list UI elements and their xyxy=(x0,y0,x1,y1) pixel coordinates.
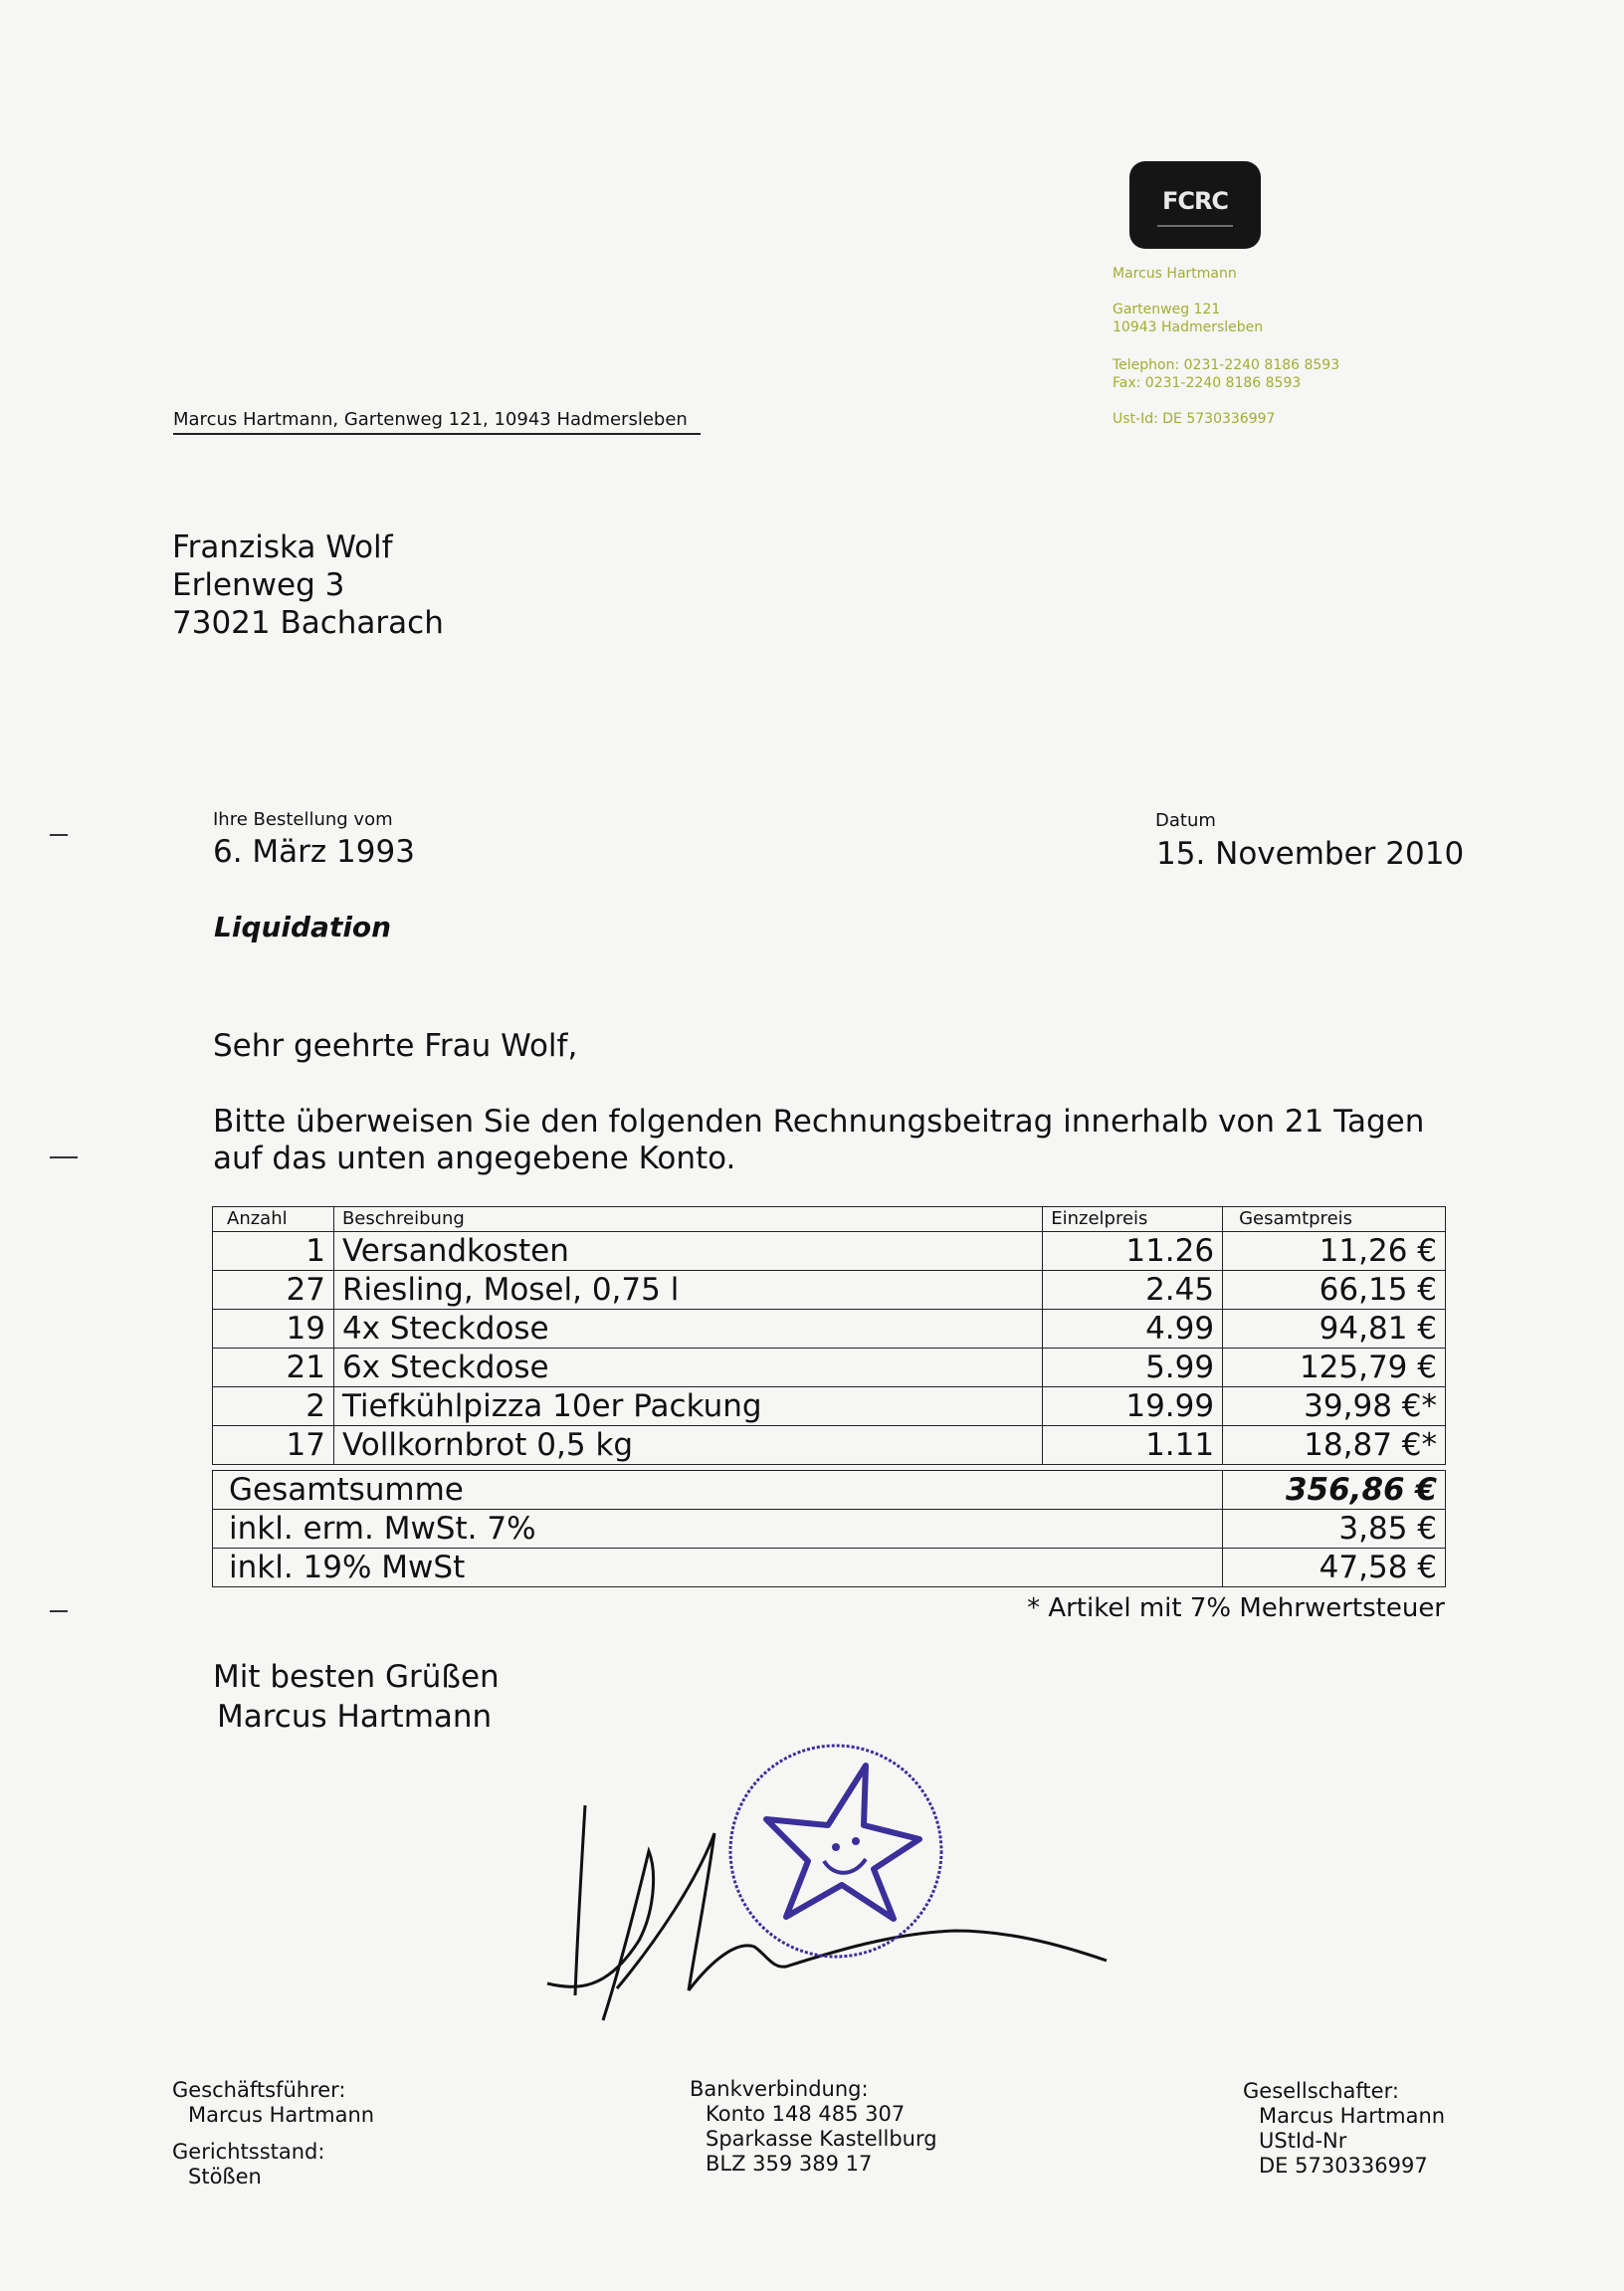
footer-right xyxy=(1243,2079,1445,2179)
body-line-1: Bitte überweisen Sie den folgenden Rechnungsbeitrag innerhalb von 21 Tagen xyxy=(213,1104,1425,1140)
recipient-name: Franziska Wolf xyxy=(172,529,393,565)
salutation: Sehr geehrte Frau Wolf, xyxy=(213,1028,578,1064)
fold-mark-2 xyxy=(50,1156,78,1158)
subject: Liquidation xyxy=(214,911,392,943)
row-qty: 19 xyxy=(213,1310,334,1349)
table-row xyxy=(213,1232,1446,1271)
footer-bank-name: Sparkasse Kastellburg xyxy=(706,2127,937,2151)
date-label: Datum xyxy=(1155,810,1216,831)
row-desc: 6x Steckdose xyxy=(333,1349,1042,1387)
row-unit: 4.99 xyxy=(1043,1310,1223,1349)
table-row xyxy=(213,1271,1446,1310)
row-desc: Vollkornbrot 0,5 kg xyxy=(333,1426,1042,1465)
body-line-2: auf das unten angegebene Konto. xyxy=(213,1141,736,1176)
footer-jurisdiction-label: Gerichtsstand: xyxy=(172,2140,325,2164)
row-unit: 1.11 xyxy=(1043,1426,1223,1465)
row-total: 94,81 € xyxy=(1223,1310,1446,1349)
footer-left xyxy=(172,2078,374,2189)
sender-vat: Ust-Id: DE 5730336997 xyxy=(1113,411,1276,427)
footer-partner-name: Marcus Hartmann xyxy=(1259,2104,1446,2128)
row-unit: 11.26 xyxy=(1043,1232,1223,1271)
footer-bank-blz: BLZ 359 389 17 xyxy=(706,2152,873,2176)
company-logo xyxy=(1129,161,1261,249)
recipient-city: 73021 Bacharach xyxy=(172,605,444,641)
row-unit: 5.99 xyxy=(1043,1349,1223,1387)
footer-partner-label: Gesellschafter: xyxy=(1243,2079,1399,2103)
row-total: 18,87 €* xyxy=(1223,1426,1446,1465)
header-total: Gesamtpreis xyxy=(1223,1207,1446,1232)
row-desc: Tiefkühlpizza 10er Packung xyxy=(333,1387,1042,1426)
vat19-label: inkl. 19% MwSt xyxy=(213,1549,1223,1587)
vat7-label: inkl. erm. MwSt. 7% xyxy=(213,1510,1223,1549)
row-desc: Versandkosten xyxy=(333,1232,1042,1271)
items-table xyxy=(212,1206,1446,1465)
logo-strip xyxy=(1157,225,1233,227)
row-total: 39,98 €* xyxy=(1223,1387,1446,1426)
closing-name: Marcus Hartmann xyxy=(217,1699,493,1735)
header-unit: Einzelpreis xyxy=(1043,1207,1223,1232)
row-qty: 21 xyxy=(213,1349,334,1387)
row-total: 66,15 € xyxy=(1223,1271,1446,1310)
footer-bank-account: Konto 148 485 307 xyxy=(706,2102,906,2126)
total-value: 356,86 € xyxy=(1223,1471,1446,1510)
closing-greeting: Mit besten Grüßen xyxy=(213,1659,500,1695)
footer-managing-director: Marcus Hartmann xyxy=(188,2103,375,2127)
summary-row-vat7 xyxy=(213,1510,1446,1549)
sender-phone: Telephon: 0231-2240 8186 8593 xyxy=(1113,357,1340,373)
return-address: Marcus Hartmann, Gartenweg 121, 10943 Hadmersleben xyxy=(173,409,701,435)
recipient-street: Erlenweg 3 xyxy=(172,567,345,603)
row-total: 11,26 € xyxy=(1223,1232,1446,1271)
sender-fax: Fax: 0231-2240 8186 8593 xyxy=(1113,375,1302,391)
vat19-value: 47,58 € xyxy=(1223,1549,1446,1587)
table-row xyxy=(213,1349,1446,1387)
summary-row-vat19 xyxy=(213,1549,1446,1587)
header-desc: Beschreibung xyxy=(333,1207,1042,1232)
vat7-value: 3,85 € xyxy=(1223,1510,1446,1549)
table-row xyxy=(213,1387,1446,1426)
row-total: 125,79 € xyxy=(1223,1349,1446,1387)
footer-managing-director-label: Geschäftsführer: xyxy=(172,2078,346,2102)
footer-jurisdiction: Stößen xyxy=(188,2165,262,2188)
footer-vat-number: DE 5730336997 xyxy=(1259,2154,1428,2178)
table-row xyxy=(213,1310,1446,1349)
sender-street: Gartenweg 121 xyxy=(1113,302,1221,317)
order-date: 6. März 1993 xyxy=(213,834,415,870)
row-unit: 2.45 xyxy=(1043,1271,1223,1310)
row-qty: 27 xyxy=(213,1271,334,1310)
fold-mark-3 xyxy=(50,1610,68,1612)
row-qty: 1 xyxy=(213,1232,334,1271)
row-desc: 4x Steckdose xyxy=(333,1310,1042,1349)
summary-row-total xyxy=(213,1471,1446,1510)
sender-name: Marcus Hartmann xyxy=(1113,266,1237,282)
footer-center xyxy=(690,2077,937,2177)
order-label: Ihre Bestellung vom xyxy=(213,809,393,830)
summary-table xyxy=(212,1470,1446,1587)
footer-bank-label: Bankverbindung: xyxy=(690,2077,869,2101)
row-desc: Riesling, Mosel, 0,75 l xyxy=(333,1271,1042,1310)
table-header-row xyxy=(213,1207,1446,1232)
total-label: Gesamtsumme xyxy=(213,1471,1223,1510)
row-qty: 2 xyxy=(213,1387,334,1426)
logo-text: FCRC xyxy=(1161,187,1229,215)
sender-city: 10943 Hadmersleben xyxy=(1113,319,1264,335)
table-row xyxy=(213,1426,1446,1465)
fold-mark-1 xyxy=(50,834,68,836)
footnote: * Artikel mit 7% Mehrwertsteuer xyxy=(1027,1593,1445,1623)
row-qty: 17 xyxy=(213,1426,334,1465)
smiley-star-stamp xyxy=(724,1740,947,1963)
header-qty: Anzahl xyxy=(213,1207,334,1232)
date-value: 15. November 2010 xyxy=(1156,836,1465,872)
footer-vat-label: UStId-Nr xyxy=(1259,2129,1347,2153)
row-unit: 19.99 xyxy=(1043,1387,1223,1426)
